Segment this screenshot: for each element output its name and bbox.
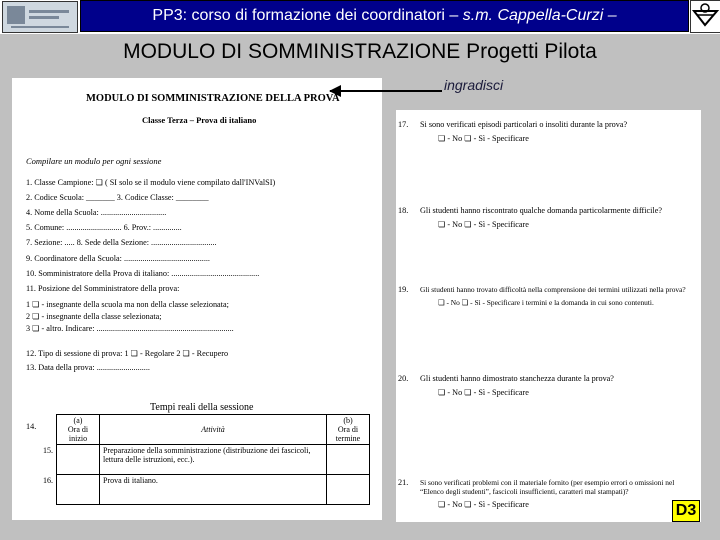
doc-intro: Compilare un modulo per ogni sessione	[26, 156, 162, 166]
q17-text: Si sono verificati episodi particolari o insoliti durante la prova?	[420, 120, 628, 129]
doc-line-11-opt2: 2 ❏ - insegnante della classe selezionata;	[26, 312, 162, 321]
doc-line-7: 7. Sezione: ..... 8. Sede della Sezione: ................................	[26, 238, 217, 247]
doc-subtitle: Classe Terza – Prova di italiano	[142, 115, 257, 125]
arrow-line	[330, 90, 442, 92]
q19-number: 19.	[398, 285, 409, 294]
q19-options: ❏ - No ❏ - Sì - Specificare i termini e la domanda in cui sono contenuti.	[438, 298, 654, 307]
document-page-right	[396, 110, 701, 522]
q17-number: 17.	[398, 120, 409, 129]
q17-options: ❏ - No ❏ - Sì - Specificare	[438, 134, 529, 143]
q20-number: 20.	[398, 374, 409, 383]
doc-title: MODULO DI SOMMINISTRAZIONE DELLA PROVA	[86, 93, 340, 104]
tempi-title: Tempi reali della sessione	[150, 402, 254, 413]
slide-title-main: PP3: corso di formazione dei coordinatori –	[152, 7, 463, 24]
doc-line-5: 5. Comune: ........................... 6. Prov.: ..............	[26, 223, 182, 232]
document-page-left	[12, 78, 382, 520]
slide-title-italic: s.m. Cappella-Curzi –	[462, 7, 617, 24]
q20-text: Gli studenti hanno dimostrato stanchezza durante la prova?	[420, 374, 614, 383]
doc-line-1: 1. Classe Campione: ❏ ( SI solo se il modulo viene compilato dall'INValSI)	[26, 178, 276, 187]
doc-line-12: 12. Tipo di sessione di prova: 1 ❏ - Regolare 2 ❏ - Recupero	[26, 349, 229, 358]
top-bar	[0, 0, 720, 34]
slide-title	[80, 0, 689, 32]
doc-line-11-opt1: 1 ❏ - insegnante della scuola ma non della classe selezionata;	[26, 300, 229, 309]
slide-badge: D3	[672, 500, 700, 522]
doc-line-2: 2. Codice Scuola: _______ 3. Codice Classe: ________	[26, 193, 209, 202]
tempi-table	[40, 414, 370, 505]
q18-options: ❏ - No ❏ - Sì - Specificare	[438, 220, 529, 229]
q21-text: Si sono verificati problemi con il materiale fornito (per esempio errori o omissioni nel “Elenco degli studenti”, fascicoli insufficienti, caratteri mal stampati)?	[420, 478, 675, 496]
row-number: 15.	[43, 445, 53, 455]
doc-line-11-opt3: 3 ❏ - altro. Indicare: ...................................................................	[26, 324, 234, 333]
q19-text: Gli studenti hanno trovato difficoltà nella comprensione dei termini utilizzati nella prova?	[420, 285, 686, 294]
q18-number: 18.	[398, 206, 409, 215]
doc-line-11: 11. Posizione del Somministratore della prova:	[26, 284, 180, 293]
institution-logo-left	[2, 1, 78, 33]
q21-number: 21.	[398, 478, 409, 487]
row-activity: Prova di italiano.	[100, 475, 327, 505]
doc-line-10: 10. Somministratore della Prova di italiano: ...........................................	[26, 269, 260, 278]
col-ora-termine: (b) Ora di termine	[327, 415, 370, 445]
row-number: 16.	[43, 475, 53, 485]
row-activity: Preparazione della somministrazione (distribuzione dei fascicoli, lettura delle istruzioni, ecc.).	[100, 445, 327, 475]
q21-options: ❏ - No ❏ - Sì - Specificare	[438, 500, 529, 509]
q20-options: ❏ - No ❏ - Sì - Specificare	[438, 388, 529, 397]
enlarge-link[interactable]: ingradisci	[444, 77, 504, 93]
col-attivita: Attività	[100, 415, 327, 445]
page-heading: MODULO DI SOMMINISTRAZIONE Progetti Pilota	[123, 40, 597, 63]
row-number: 14.	[26, 422, 37, 431]
doc-line-13: 13. Data della prova: ..........................	[26, 363, 150, 372]
institution-logo-right	[690, 0, 720, 33]
col-ora-inizio: (a) Ora di inizio	[57, 415, 100, 445]
q18-text: Gli studenti hanno riscontrato qualche domanda particolarmente difficile?	[420, 206, 662, 215]
doc-line-4: 4. Nome della Scuola: ................................	[26, 208, 167, 217]
doc-line-9: 9. Coordinatore della Scuola: ..........................................	[26, 254, 210, 263]
